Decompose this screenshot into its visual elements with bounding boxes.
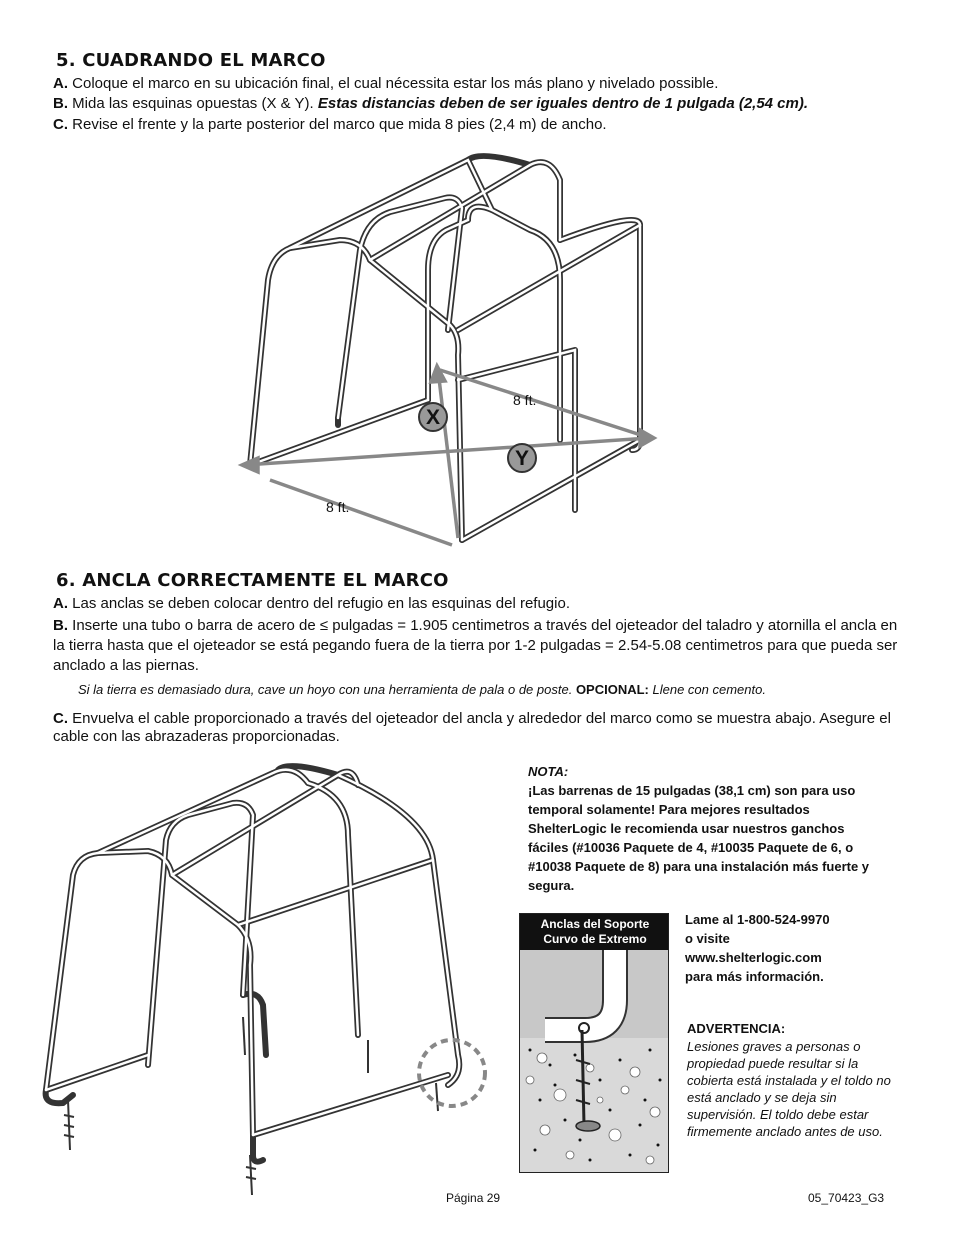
step-5b-emphasis: Estas distancias deben de ser iguales dentro de 1 pulgada (2,54 cm). [317, 95, 809, 112]
nota-text: ¡Las barrenas de 15 pulgadas (38,1 cm) son para uso temporal solamente! Para mejores resultados ShelterLogic le recomienda usar nuestros ganchos fáciles (#10036 Paquete de 4, #10035 Paquete de 6, o #10038 Paquete de 8) para una instalación más fuerte y segura. [528, 783, 870, 893]
anchor-detail-illustration [520, 950, 669, 1173]
step-5c [53, 116, 607, 134]
measurement-lines [242, 366, 654, 545]
marker-y [508, 444, 536, 472]
step-6b [53, 616, 903, 676]
frame2-mid-arch [148, 803, 253, 1065]
step-6a-label: A. [53, 595, 68, 612]
measure-back-width [440, 370, 650, 438]
contact-or-visit: o visite [685, 931, 730, 946]
step-5a [53, 75, 718, 93]
anchor-mid [243, 1017, 245, 1055]
step-6c-text: Envuelva el cable proporcionado a través del ojeteador del ancla y alrededor del marco como se muestra abajo. Asegure el cable con las abrazaderas proporcionadas. [53, 710, 891, 745]
highlight-circle [419, 1040, 485, 1106]
anchor-detail-box [519, 913, 669, 1173]
step-5b-label: B. [53, 95, 68, 112]
step-5a-text: Coloque el marco en su ubicación final, el cual nécessita estar los más plano y nivelado possible. [68, 75, 719, 92]
step-6c-label: C. [53, 710, 68, 727]
ridge-peak [468, 156, 530, 165]
contact-website: www.shelterlogic.com [685, 950, 822, 965]
step-6b-text: Inserte una tubo o barra de acero de ≤ pulgadas = 1.905 centimetros a través del ojeteador del taladro y atornilla el ancla en la tierra hasta que el ojeteador se está pegando fuera de la tierra por 1-2 pulgadas = 2.54-5.08 centimetros para que pueda ser anclado a las piernas. [53, 617, 898, 674]
step-6c [53, 710, 903, 746]
frame2-mid-foot [243, 994, 266, 1055]
marker-x [419, 403, 447, 431]
note-optional: OPCIONAL: [575, 682, 649, 697]
contact-more-info: para más información. [685, 969, 824, 984]
section-6-title: 6. ANCLA CORRECTAMENTE EL MARCO [56, 570, 449, 591]
step-5b [53, 95, 808, 113]
step-5a-label: A. [53, 75, 68, 92]
note-end: Llene con cemento. [648, 682, 766, 697]
warning-text: Lesiones graves a personas o propiedad puede resultar si la cobierta está instalada y el toldo no está anclado y se deja sin supervisión. El toldo debe estar firmemente anclado antes de uso. [687, 1039, 891, 1139]
step-5c-label: C. [53, 116, 68, 133]
contact-phone: Lame al 1-800-524-9970 [685, 912, 830, 927]
nota-block [528, 762, 888, 895]
step-5b-text: Mida las esquinas opuestas (X & Y). [68, 95, 318, 112]
step-6b-label: B. [53, 617, 68, 634]
anchor-detail-title-2: Curvo de Extremo [543, 932, 647, 946]
measure-front-width [270, 480, 452, 545]
anchor-left [64, 1100, 74, 1150]
arrow-y-right [640, 430, 654, 446]
dim-label-back: 8 ft. [513, 392, 537, 408]
dim-label-front: 8 ft. [326, 499, 350, 515]
section-5-title: 5. CUADRANDO EL MARCO [56, 50, 326, 71]
warning-block [687, 1019, 892, 1140]
marker-y-label: Y [514, 447, 530, 470]
arrow-x-top [431, 366, 445, 382]
frame2-foot-front [253, 1135, 263, 1162]
anchor-corner [436, 1083, 438, 1111]
anchor-detail-title [520, 914, 669, 950]
frame-tubes [250, 156, 640, 540]
step-6a-text: Las anclas se deben colocar dentro del refugio en las esquinas del refugio. [68, 595, 570, 612]
frame-squaring-diagram [230, 140, 680, 560]
document-code: 05_70423_G3 [808, 1191, 885, 1205]
step-6b-note [78, 681, 766, 699]
warning-title: ADVERTENCIA: [687, 1021, 786, 1036]
measure-x-line [438, 370, 458, 538]
step-6a [53, 595, 570, 613]
anchored-frame-diagram [38, 755, 501, 1205]
page-number: Página 29 [446, 1191, 501, 1205]
anchor-detail-title-1: Anclas del Soporte [540, 917, 650, 931]
nota-title: NOTA: [528, 764, 569, 779]
note-italic: Si la tierra es demasiado dura, cave un hoyo con una herramienta de pala o de poste. [78, 682, 576, 697]
marker-x-label: X [425, 406, 441, 429]
step-5c-text: Revise el frente y la parte posterior del marco que mida 8 pies (2,4 m) de ancho. [68, 116, 607, 133]
contact-info [685, 910, 905, 986]
arrow-y-left [242, 458, 258, 472]
